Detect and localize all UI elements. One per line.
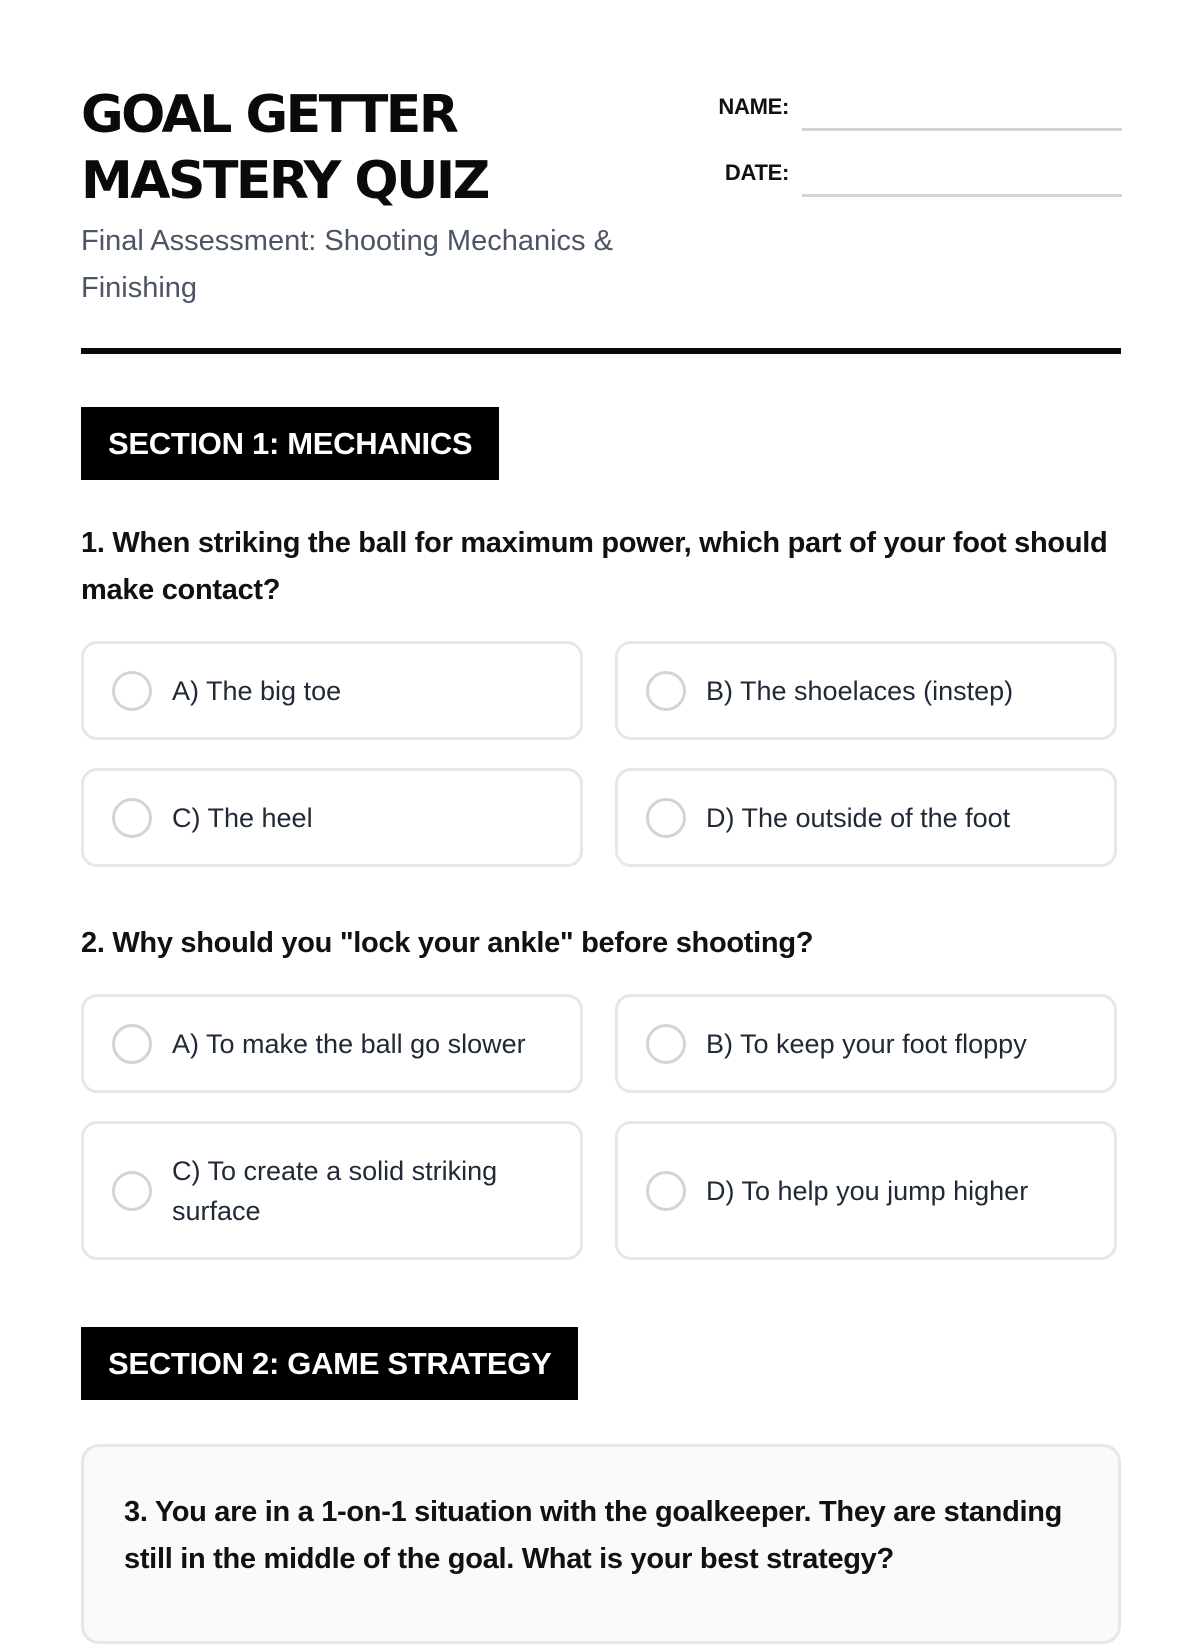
radio-button[interactable]	[646, 671, 686, 711]
option-label: B) To keep your foot floppy	[706, 1028, 1027, 1059]
radio-button[interactable]	[112, 1171, 152, 1211]
title-line-1: GOAL GETTER	[81, 85, 457, 145]
question-2: 2. Why should you "lock your ankle" before shooting?	[81, 927, 814, 959]
q2-option-b[interactable]	[615, 994, 1117, 1093]
q2-option-a[interactable]	[81, 994, 583, 1093]
option-label: B) The shoelaces (instep)	[706, 675, 1014, 706]
q1-option-b[interactable]	[615, 641, 1117, 740]
date-line[interactable]	[802, 194, 1122, 197]
radio-button[interactable]	[112, 798, 152, 838]
option-label: C) To create a solid striking surface	[172, 1155, 498, 1226]
option-label: A) The big toe	[172, 675, 342, 706]
section-1-title: SECTION 1: MECHANICS	[81, 407, 499, 480]
date-field[interactable]	[701, 156, 1121, 206]
option-label: D) To help you jump higher	[706, 1175, 1029, 1206]
q1-option-d[interactable]	[615, 768, 1117, 867]
radio-button[interactable]	[646, 1024, 686, 1064]
title-line-2: MASTERY QUIZ	[81, 151, 488, 211]
section-2-title: SECTION 2: GAME STRATEGY	[81, 1327, 578, 1400]
name-field[interactable]	[701, 90, 1121, 140]
quiz-title	[81, 82, 641, 214]
name-label: NAME:	[718, 94, 789, 119]
radio-button[interactable]	[112, 671, 152, 711]
option-label: D) The outside of the foot	[706, 802, 1011, 833]
radio-button[interactable]	[646, 798, 686, 838]
q2-option-c[interactable]	[81, 1121, 583, 1260]
name-line[interactable]	[802, 128, 1122, 131]
quiz-header	[81, 82, 1121, 312]
radio-button[interactable]	[646, 1171, 686, 1211]
quiz-subtitle: Final Assessment: Shooting Mechanics & Finishing	[81, 225, 613, 304]
q2-option-d[interactable]	[615, 1121, 1117, 1260]
scenario-card	[81, 1444, 1121, 1644]
q1-option-c[interactable]	[81, 768, 583, 867]
question-3: 3. You are in a 1-on-1 situation with the goalkeeper. They are standing still in the middle of the goal. What is your best strategy?	[124, 1496, 1063, 1575]
option-label: C) The heel	[172, 802, 313, 833]
question-1: 1. When striking the ball for maximum power, which part of your foot should make contact?	[81, 527, 1108, 606]
date-label: DATE:	[724, 160, 789, 185]
radio-button[interactable]	[112, 1024, 152, 1064]
option-label: A) To make the ball go slower	[172, 1028, 526, 1059]
header-divider	[81, 348, 1121, 354]
q1-option-a[interactable]	[81, 641, 583, 740]
